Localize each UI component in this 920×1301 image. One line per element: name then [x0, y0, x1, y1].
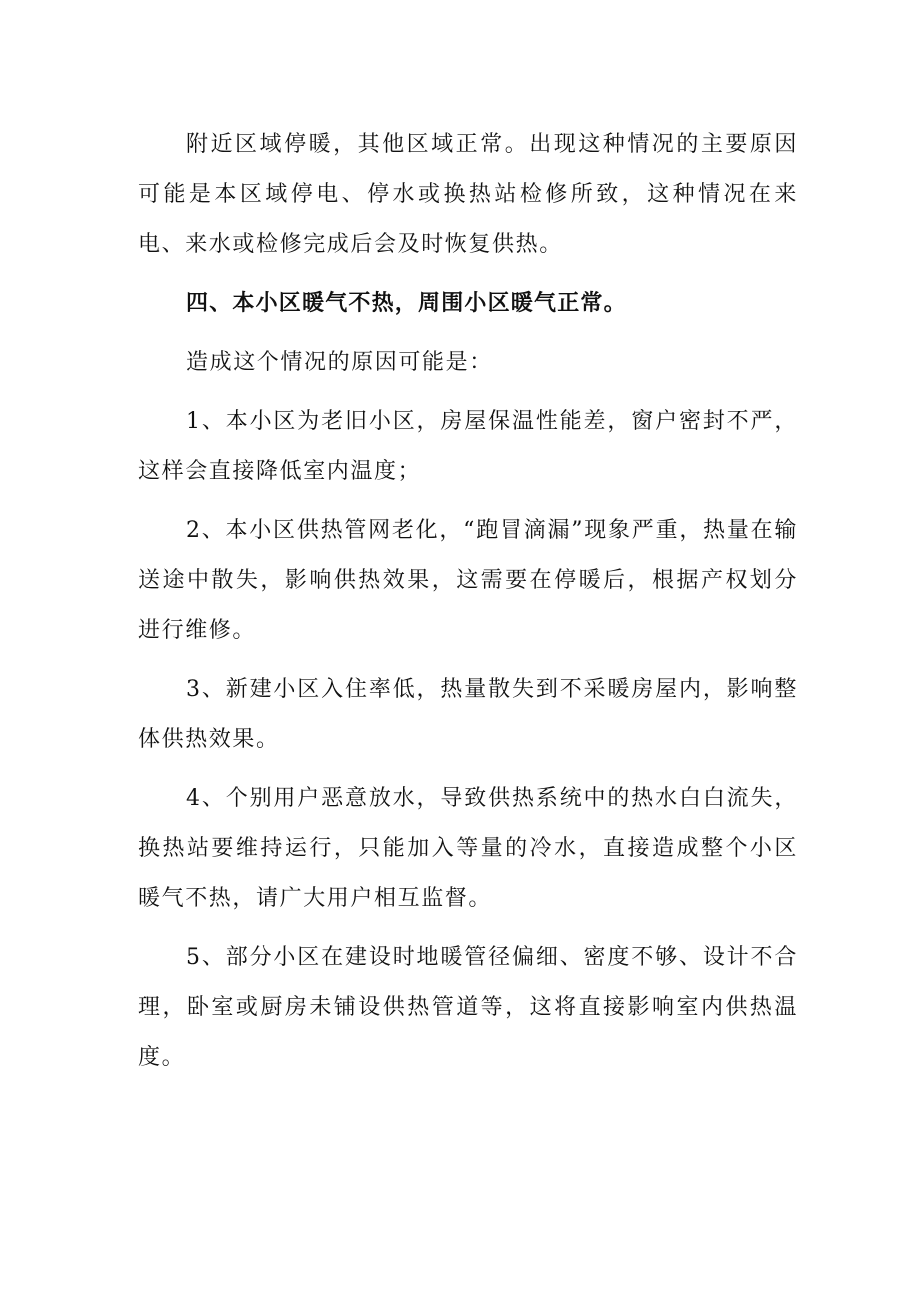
paragraph-cause-5: 5、部分小区在建设时地暖管径偏细、密度不够、设计不合理，卧室或厨房未铺设供热管道等，这将直接影响室内供热温度。: [138, 945, 798, 1070]
paragraph-cause-3: 3、新建小区入住率低，热量散失到不采暖房屋内，影响整体供热效果。: [138, 677, 798, 752]
paragraph-cause-1: 1、本小区为老旧小区，房屋保温性能差，窗户密封不严，这样会直接降低室内温度；: [138, 409, 798, 484]
paragraph-cause-4: 4、个别用户恶意放水，导致供热系统中的热水白白流失，换热站要维持运行，只能加入等量的冷水，直接造成整个小区暖气不热，请广大用户相互监督。: [138, 786, 798, 911]
section-heading-4: 四、本小区暖气不热，周围小区暖气正常。: [186, 291, 627, 316]
paragraph-cause-2: 2、本小区供热管网老化，“跑冒滴漏”现象严重，热量在输送途中散失，影响供热效果，这需要在停暖后，根据产权划分进行维修。: [138, 518, 798, 643]
paragraph-causes-intro: 造成这个情况的原因可能是：: [186, 350, 493, 375]
document-body: [138, 120, 798, 1092]
paragraph-continued-outage: 附近区域停暖，其他区域正常。出现这种情况的主要原因可能是本区域停电、停水或换热站检修所致，这种情况在来电、来水或检修完成后会及时恢复供热。: [138, 132, 798, 257]
